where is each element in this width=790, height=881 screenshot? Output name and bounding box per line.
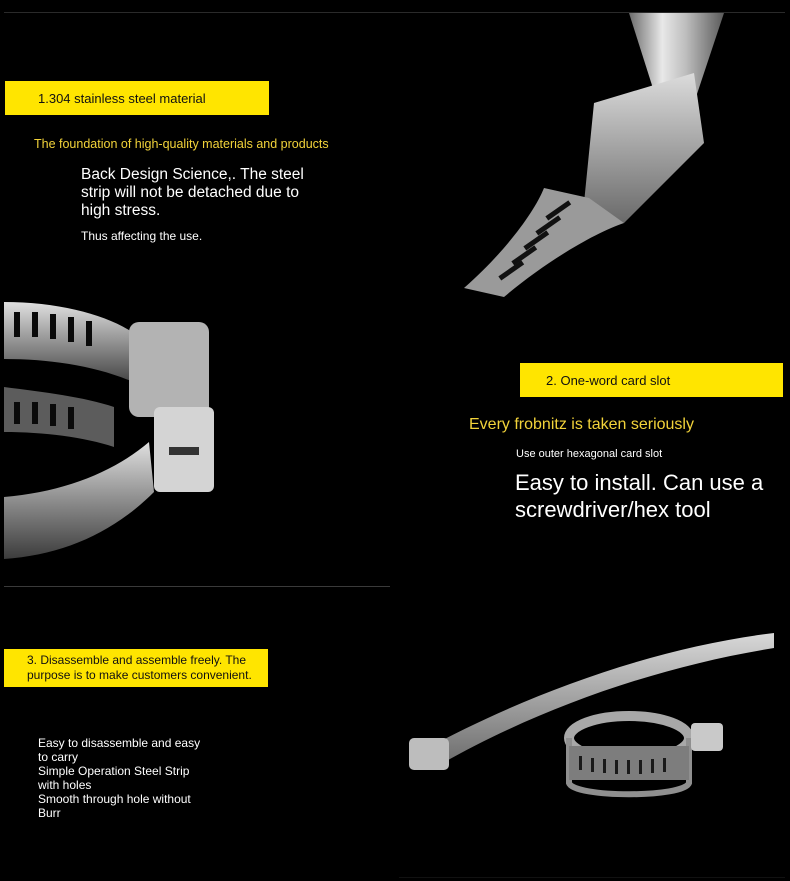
material-tag [5, 81, 269, 115]
feature-item: Smooth through hole without Burr [38, 792, 191, 820]
material-subtitle: The foundation of high-quality materials and products [34, 137, 329, 151]
feature-item: Easy to disassemble and easy to carry [38, 736, 201, 764]
card-slot-note: Use outer hexagonal card slot [516, 448, 663, 460]
material-tag-label: 1.304 stainless steel material [38, 90, 206, 106]
section-material [4, 12, 785, 298]
section-card-slot [4, 297, 785, 587]
material-body: Back Design Science,. The steel strip will not be detached due to high stress. [81, 166, 304, 219]
card-slot-subtitle: Every frobnitz is taken seriously [469, 416, 694, 433]
card-slot-tag-label: 2. One-word card slot [546, 372, 671, 388]
assembly-tag-line1: 3. Disassemble and assemble freely. The [27, 653, 246, 667]
assembly-tag-line2: purpose is to make customers convenient. [27, 668, 252, 682]
clamp-full-image [399, 588, 785, 878]
card-slot-tag [520, 363, 783, 397]
divider-2 [4, 586, 390, 587]
feature-item: Simple Operation Steel Strip with holes [38, 764, 190, 792]
material-note: Thus affecting the use. [81, 229, 203, 243]
clamp-screw-image [4, 297, 394, 587]
card-slot-body: Easy to install. Can use a screwdriver/hex tool [515, 470, 764, 522]
section-assembly [4, 588, 785, 878]
assembly-tag [4, 649, 268, 687]
feature-list [38, 736, 208, 820]
clamp-band-image [394, 13, 785, 297]
